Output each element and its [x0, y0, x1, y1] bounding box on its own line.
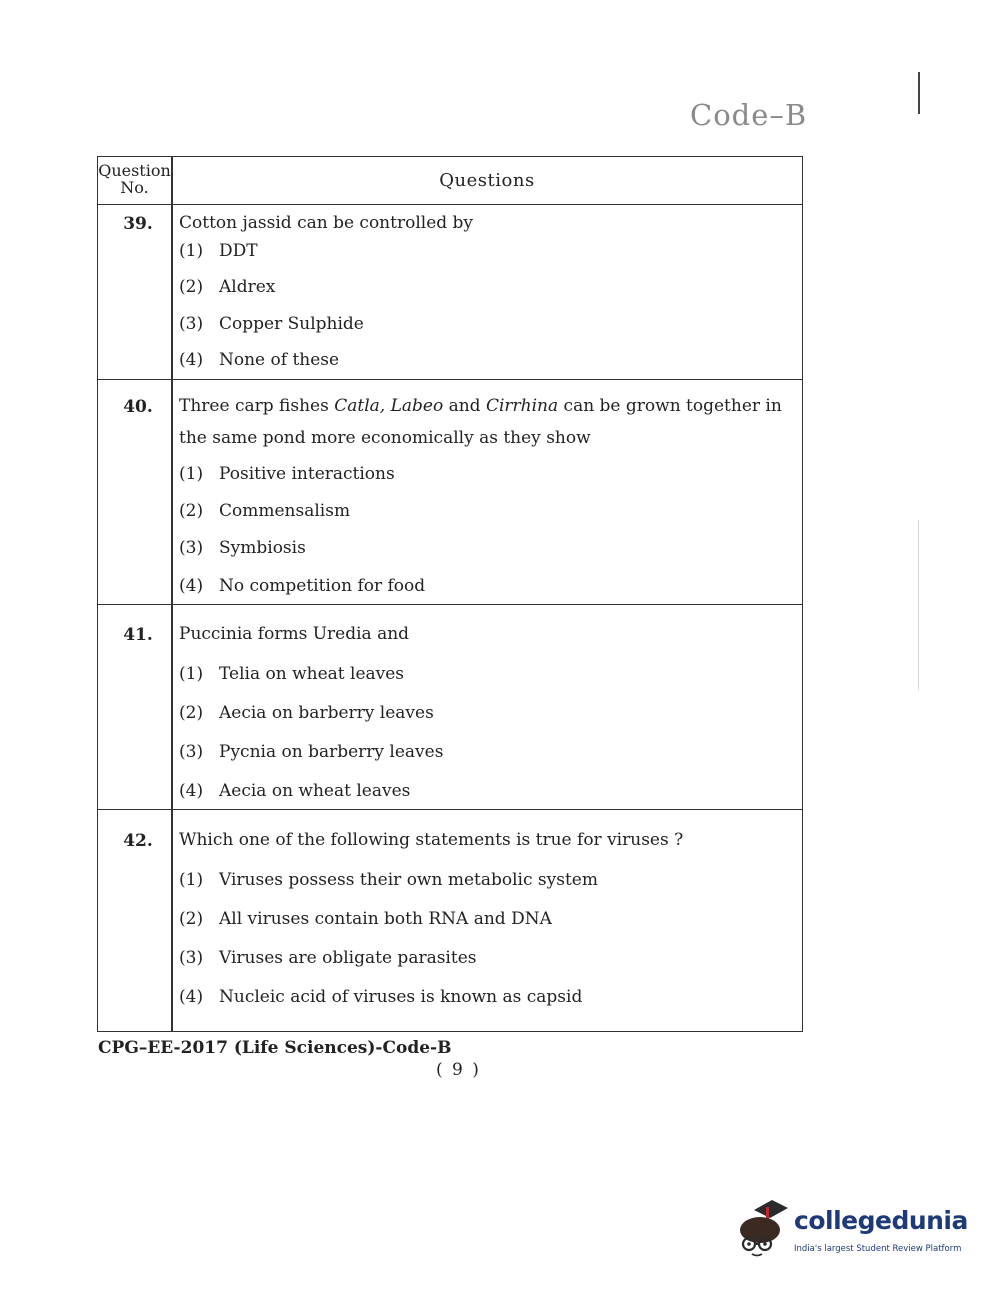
option-number: (1) — [179, 464, 204, 484]
option-text: Pycnia on barberry leaves — [219, 742, 444, 762]
question-row-39 — [98, 204, 802, 380]
question-number: 39. — [123, 214, 153, 234]
option-number: (3) — [179, 948, 204, 968]
question-stem: Puccinia forms Uredia and — [179, 624, 410, 644]
option-number: (1) — [179, 664, 204, 684]
header-question-no: Question No. — [98, 161, 171, 197]
option-2 — [179, 909, 552, 929]
margin-mark-faint — [918, 520, 919, 690]
option-number: (2) — [179, 909, 204, 929]
option-text: Positive interactions — [219, 464, 395, 484]
question-row-40 — [98, 381, 802, 605]
option-number: (4) — [179, 576, 204, 596]
option-4 — [179, 987, 582, 1007]
option-text: Commensalism — [219, 501, 351, 521]
option-number: (4) — [179, 781, 204, 801]
option-3 — [179, 948, 477, 968]
option-2 — [179, 277, 275, 297]
option-number: (2) — [179, 703, 204, 723]
option-number: (4) — [179, 987, 204, 1007]
question-number: 42. — [123, 831, 153, 851]
option-number: (1) — [179, 870, 204, 890]
logo-tagline: India's largest Student Review Platform — [794, 1244, 962, 1254]
option-text: Viruses possess their own metabolic system — [219, 870, 598, 890]
question-stem: Cotton jassid can be controlled by — [179, 213, 474, 233]
option-3 — [179, 314, 364, 334]
option-4 — [179, 350, 339, 370]
option-3 — [179, 538, 306, 558]
option-text: Symbiosis — [219, 538, 306, 558]
exam-code-label: Code–B — [690, 98, 808, 132]
option-text: No competition for food — [219, 576, 426, 596]
option-2 — [179, 501, 350, 521]
option-text: Copper Sulphide — [219, 314, 364, 334]
option-text: Nucleic acid of viruses is known as capsid — [219, 987, 583, 1007]
page-number: ( 9 ) — [436, 1060, 481, 1080]
option-text: None of these — [219, 350, 340, 370]
question-stem: Which one of the following statements is true for viruses ? — [179, 830, 684, 850]
option-1 — [179, 870, 598, 890]
table-header — [98, 157, 802, 205]
footer-exam-code: CPG–EE-2017 (Life Sciences)-Code-B — [98, 1038, 452, 1058]
option-text: Telia on wheat leaves — [219, 664, 405, 684]
collegedunia-logo — [736, 1198, 966, 1268]
option-text: Aecia on barberry leaves — [219, 703, 434, 723]
option-3 — [179, 742, 443, 762]
header-questions: Questions — [439, 170, 535, 191]
logo-wordmark: collegedunia — [794, 1206, 968, 1235]
option-text: Viruses are obligate parasites — [219, 948, 477, 968]
question-table — [97, 156, 803, 1032]
question-stem: Three carp fishes Catla, Labeo and Cirrhina can be grown together in the same pond more economically as they show — [179, 396, 782, 448]
option-text: All viruses contain both RNA and DNA — [219, 909, 552, 929]
option-2 — [179, 703, 434, 723]
option-1 — [179, 464, 395, 484]
option-number: (2) — [179, 501, 204, 521]
option-number: (3) — [179, 742, 204, 762]
question-number: 41. — [123, 625, 153, 645]
option-text: DDT — [219, 241, 258, 261]
question-row-42 — [98, 811, 802, 1031]
option-number: (3) — [179, 314, 204, 334]
option-4 — [179, 576, 425, 596]
margin-mark — [918, 72, 920, 114]
option-text: Aldrex — [219, 277, 276, 297]
option-text: Aecia on wheat leaves — [219, 781, 411, 801]
mascot-icon — [736, 1198, 792, 1258]
option-number: (1) — [179, 241, 204, 261]
option-number: (3) — [179, 538, 204, 558]
question-number: 40. — [123, 397, 153, 417]
option-number: (2) — [179, 277, 204, 297]
option-1 — [179, 241, 258, 261]
option-number: (4) — [179, 350, 204, 370]
option-4 — [179, 781, 410, 801]
option-1 — [179, 664, 404, 684]
question-row-41 — [98, 606, 802, 810]
